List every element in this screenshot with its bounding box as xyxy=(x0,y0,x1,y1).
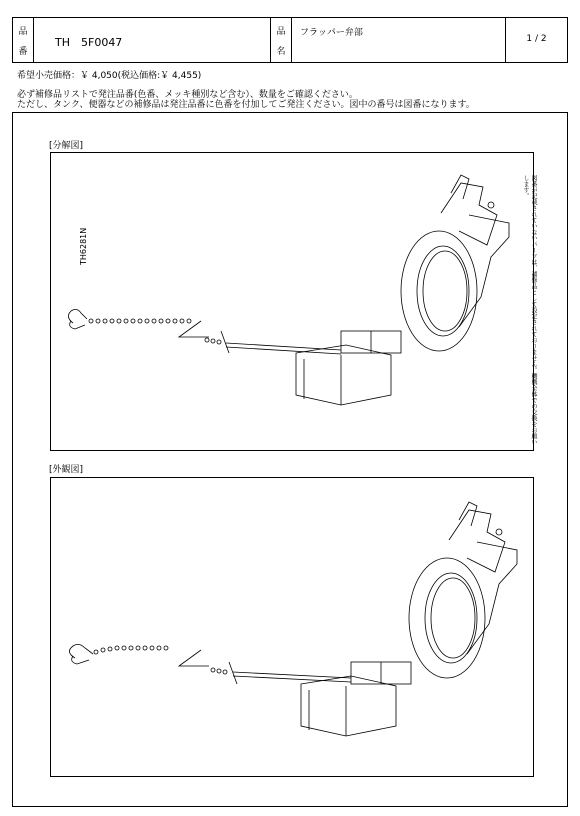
page-cell xyxy=(506,18,567,62)
product-name: フラッパー弁部 xyxy=(300,28,363,38)
hinban-label-cell xyxy=(13,18,34,62)
product-code: TH 5F0047 xyxy=(55,36,123,49)
hinban-label-1: 品 xyxy=(18,27,28,37)
external-view-drawing xyxy=(51,478,535,778)
hinmei-value-cell xyxy=(292,18,506,62)
page-number: 1 / 2 xyxy=(526,34,547,44)
exploded-view-drawing xyxy=(51,153,535,452)
price-line: 希望小売価格：￥ 4,050(税込価格:￥ 4,455) xyxy=(17,71,202,81)
exploded-view-label: [分解図] xyxy=(49,141,84,151)
hinmei-label-cell xyxy=(271,18,292,62)
chain xyxy=(89,319,191,323)
exploded-view-box xyxy=(50,152,537,451)
part-number-label: TH6281N xyxy=(79,227,88,265)
header-table xyxy=(12,17,568,63)
hinmei-label-2: 名 xyxy=(276,47,286,57)
hinban-label-2: 番 xyxy=(18,47,28,57)
hinmei-label-1: 品 xyxy=(276,27,286,37)
note-line-2: ただし、タンク、便器などの補修品は発注品番に色番を付加してご発注ください。図中の番号は図番になります。 xyxy=(17,100,475,110)
external-view-box xyxy=(50,477,534,777)
note-line-1: 必ず補修品リストで発注品番(色番、メッキ種別など含む）、数量をご確認ください。 xyxy=(17,90,358,100)
external-view-label: [外観図] xyxy=(49,465,84,475)
drawing-frame xyxy=(12,112,568,807)
side-note: 図番が記載されていないパーツは、補修品として設定されておりません。機構全体での交換をお願いします。 xyxy=(522,175,537,445)
hinban-value-cell xyxy=(34,18,271,62)
